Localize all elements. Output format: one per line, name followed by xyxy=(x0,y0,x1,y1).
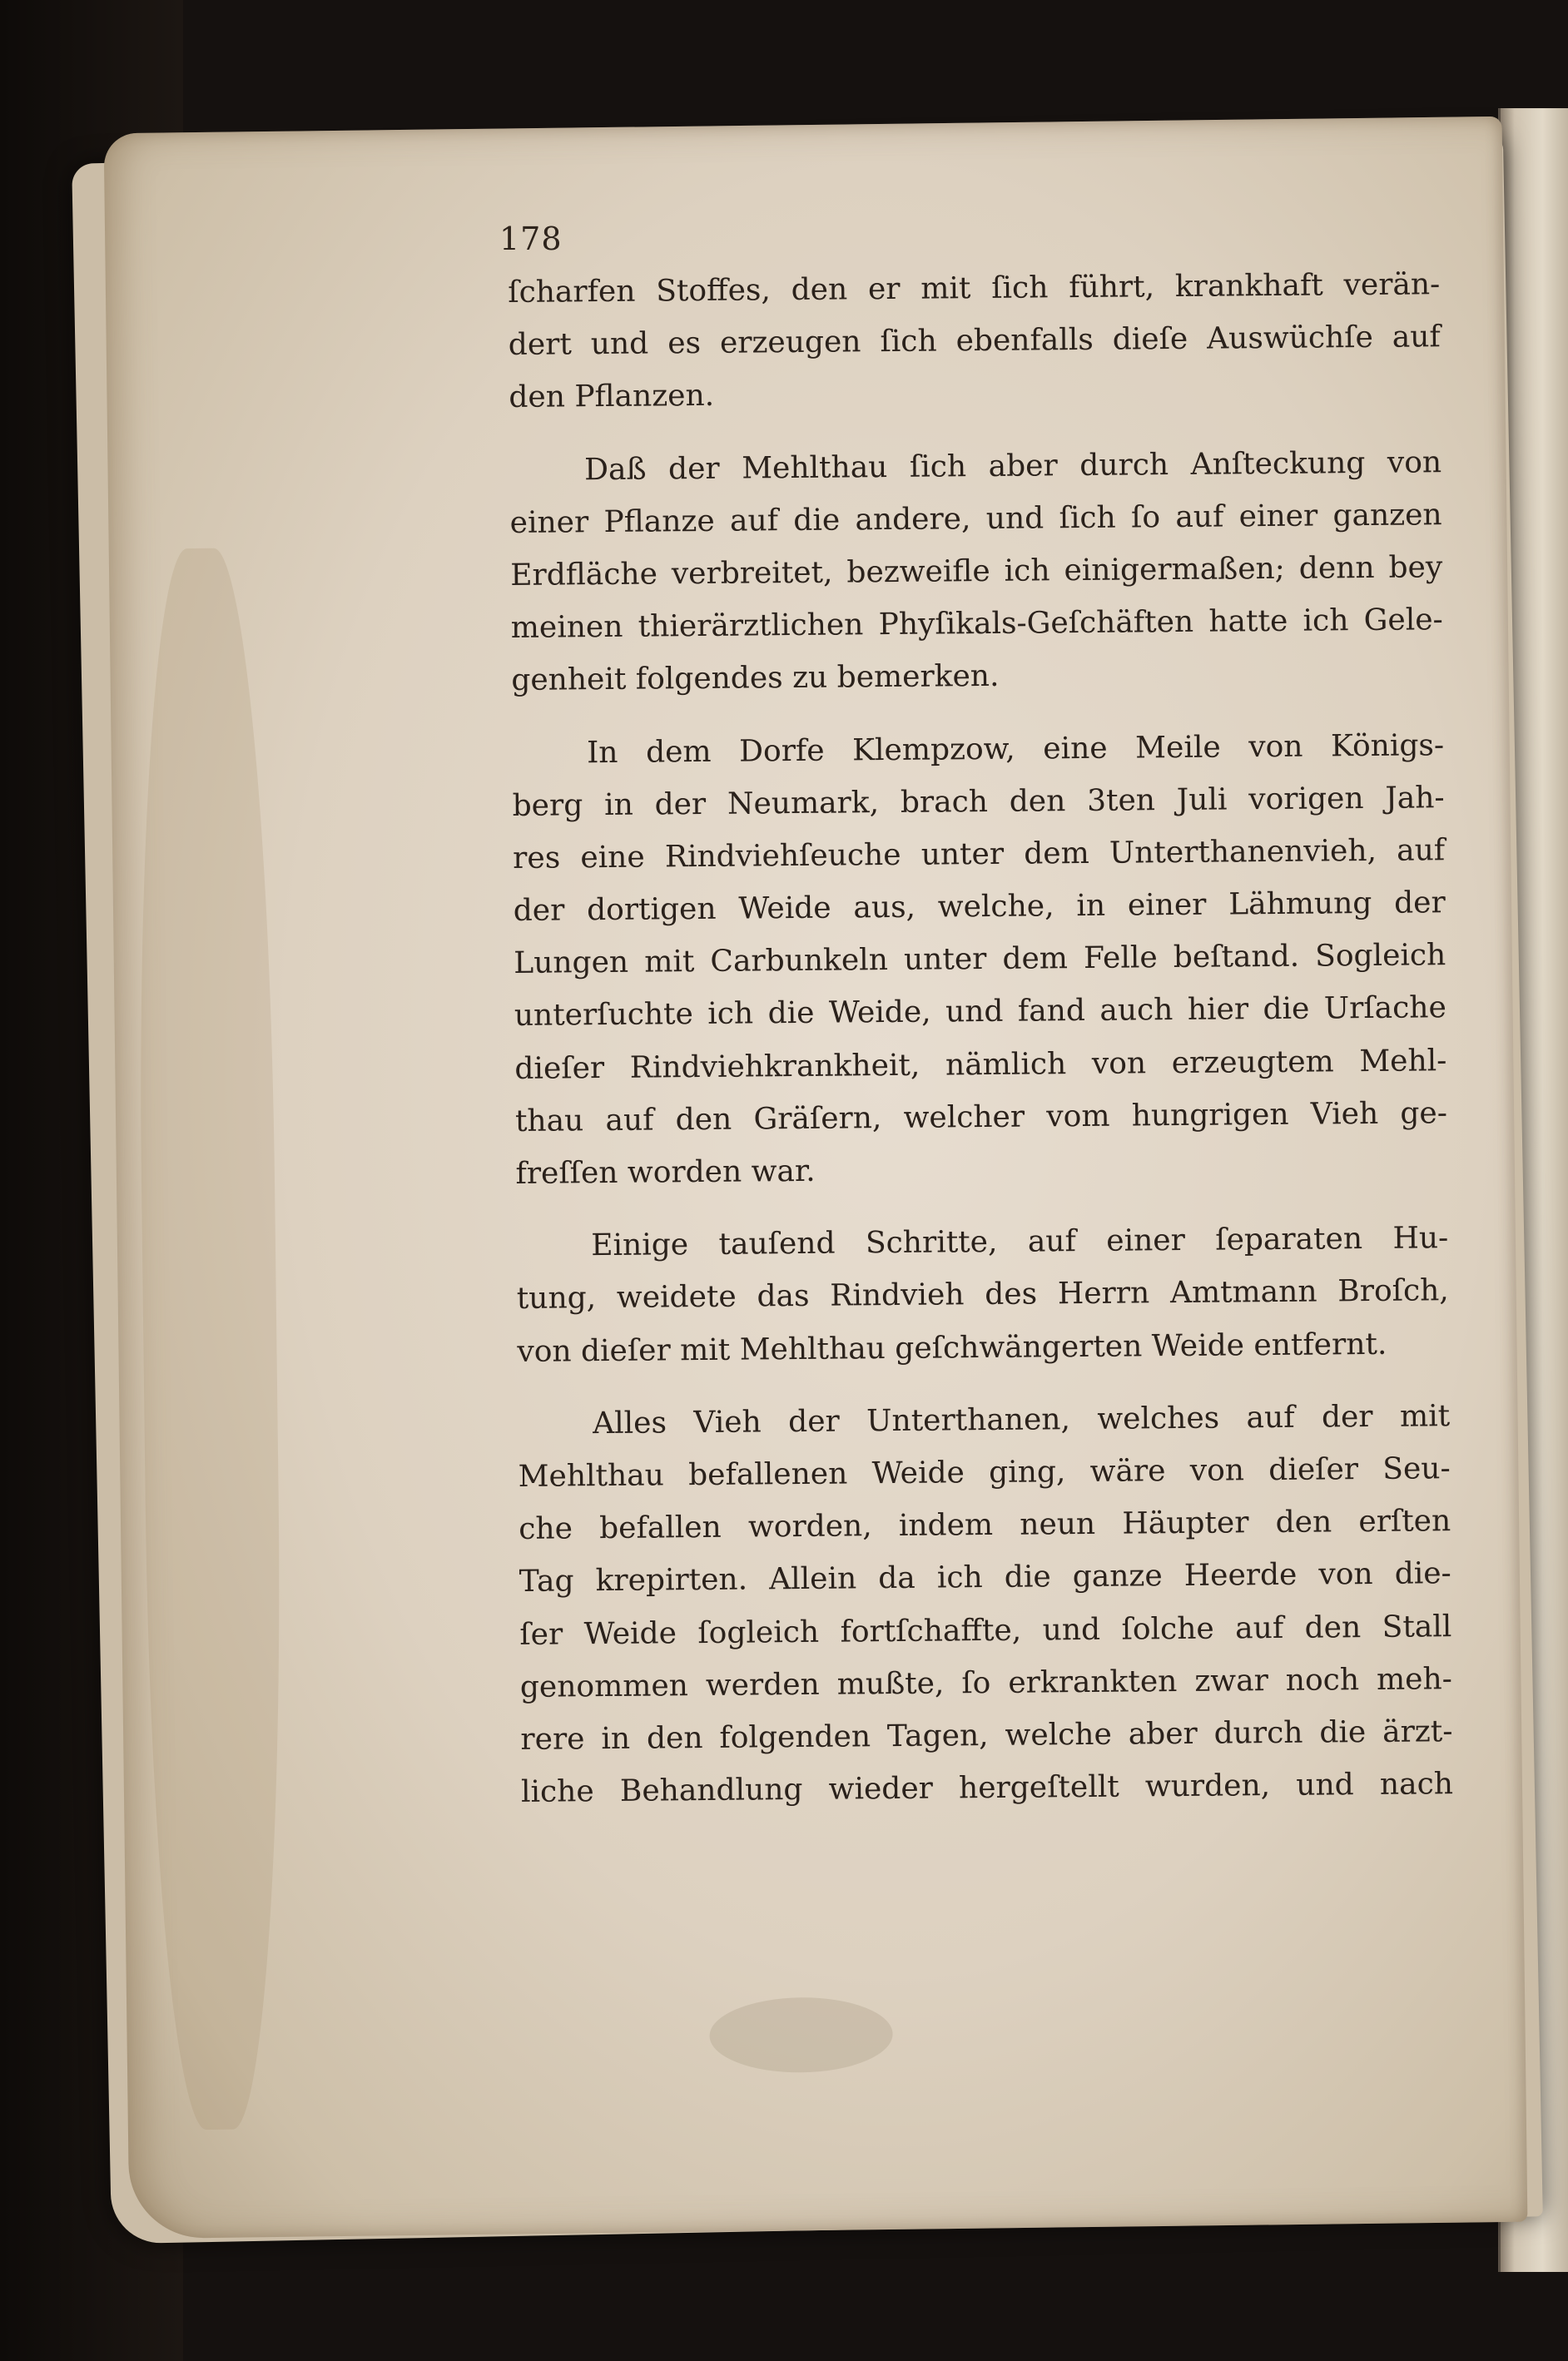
text-line: ſcharfen Stoffes, den er mit ſich führt, krankhaft verän- xyxy=(508,267,1441,310)
text-line: Alles Vieh der Unterthanen, welches auf der mit xyxy=(592,1398,1451,1441)
text-line: Mehlthau befallenen Weide ging, wäre von dieſer Seu- xyxy=(518,1451,1451,1494)
paragraph xyxy=(508,258,1441,424)
text-line: rere in den folgenden Tagen, welche aber durch die ärzt- xyxy=(520,1714,1453,1757)
page-number: 178 xyxy=(499,221,563,257)
text-line: In dem Dorfe Klempzow, eine Meile von Königs- xyxy=(586,727,1445,770)
text-line: berg in der Neumark, brach den 3ten Juli vorigen Jah- xyxy=(512,780,1445,823)
text-line: einer Pflanze auf die andere, und ſich ſo auf einer ganzen xyxy=(509,497,1442,540)
paragraph xyxy=(512,719,1448,1200)
text-line: Erdfläche verbreitet, bezweifle ich einigermaßen; denn bey xyxy=(510,550,1443,593)
text-line: liche Behandlung wieder hergeſtellt wurden, und nach xyxy=(520,1767,1454,1809)
text-line: genommen werden mußte, ſo erkrankten zwar noch meh- xyxy=(519,1661,1453,1704)
text-line: Einige tauſend Schritte, auf einer ſeparaten Hu- xyxy=(591,1221,1449,1263)
text-line: meinen thierärztlichen Phyſikals-Geſchäften hatte ich Gele- xyxy=(510,603,1443,646)
text-line: den Pflanzen. xyxy=(509,379,715,415)
paragraph xyxy=(509,436,1444,707)
text-line: dieſer Rindviehkrankheit, nämlich von erzeugtem Mehl- xyxy=(514,1043,1447,1086)
ink-smudge xyxy=(709,1996,893,2074)
text-line: tung, weidete das Rindvieh des Herrn Amtmann Broſch, xyxy=(516,1273,1449,1317)
text-line: dert und es erzeugen ſich ebenfalls dieſe Auswüchſe auf xyxy=(508,320,1441,363)
text-line: Lungen mit Carbunkeln unter dem Felle beſtand. Sogleich xyxy=(514,938,1446,981)
text-line: freſſen worden war. xyxy=(515,1153,816,1191)
text-line: thau auf den Gräſern, welcher vom hungrigen Vieh ge- xyxy=(514,1096,1448,1138)
text-line: unterſuchte ich die Weide, und fand auch hier die Urſache xyxy=(514,990,1446,1034)
paragraph xyxy=(516,1212,1450,1377)
text-line: ſer Weide ſogleich fortſchaffte, und ſolche auf den Stall xyxy=(519,1609,1452,1652)
text-line: Daß der Mehlthau ſich aber durch Anſteckung von xyxy=(583,444,1442,487)
body-text xyxy=(508,258,1453,1818)
text-line: genheit folgendes zu bemerken. xyxy=(511,659,1000,698)
edge-stain xyxy=(134,548,286,2130)
paragraph xyxy=(518,1390,1453,1818)
text-line: Tag krepirten. Allein da ich die ganze Heerde von die- xyxy=(519,1556,1451,1600)
text-line: von dieſer mit Mehlthau geſchwängerten Weide entfernt. xyxy=(517,1327,1387,1369)
text-line: der dortigen Weide aus, welche, in einer Lähmung der xyxy=(513,885,1446,929)
text-line: res eine Rindviehſeuche unter dem Unterthanenvieh, auf xyxy=(513,833,1446,875)
text-line: che befallen worden, indem neun Häupter den erſten xyxy=(519,1504,1451,1547)
